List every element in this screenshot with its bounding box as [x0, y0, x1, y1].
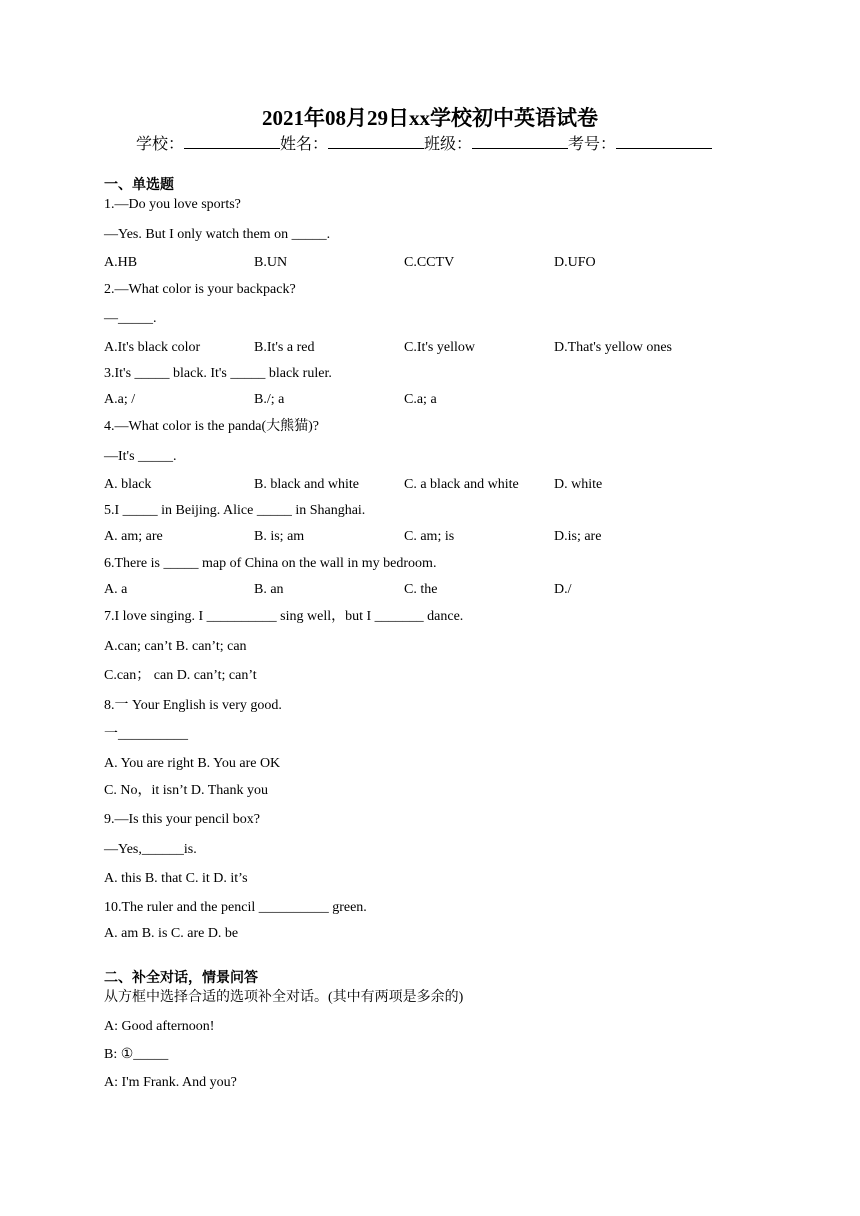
- question-9-line2: —Yes,______is.: [104, 842, 197, 857]
- question-6-option-d[interactable]: D./: [554, 582, 572, 597]
- question-7-options-row1[interactable]: A.can; can’t B. can’t; can: [104, 639, 247, 654]
- student-info-line: [136, 134, 712, 156]
- question-1-option-d[interactable]: D.UFO: [554, 255, 596, 270]
- question-5-option-d[interactable]: D.is; are: [554, 529, 602, 544]
- question-2-option-d[interactable]: D.That's yellow ones: [554, 340, 673, 355]
- dialogue-instruction: 从方框中选择合适的选项补全对话。(其中有两项是多余的): [104, 990, 464, 1005]
- question-7-options-row2[interactable]: C.can； can D. can’t; can’t: [104, 668, 257, 683]
- class-blank[interactable]: [472, 134, 568, 149]
- section-title-single-choice: 一、单选题: [104, 178, 174, 193]
- name-blank[interactable]: [328, 134, 424, 149]
- question-10-options-row1[interactable]: A. am B. is C. are D. be: [104, 926, 239, 941]
- question-2-option-a[interactable]: A.It's black color: [104, 340, 201, 355]
- question-3-stem: 3.It's _____ black. It's _____ black ruler.: [104, 366, 332, 381]
- question-5-option-b[interactable]: B. is; am: [254, 529, 305, 544]
- question-3-option-a[interactable]: A.a; /: [104, 392, 136, 407]
- question-3-option-c[interactable]: C.a; a: [404, 392, 437, 407]
- question-2-option-b[interactable]: B.It's a red: [254, 340, 315, 355]
- question-7-stem: 7.I love singing. I __________ sing well，but I _______ dance.: [104, 609, 464, 624]
- question-6-option-c[interactable]: C. the: [404, 582, 438, 597]
- question-1-line2: —Yes. But I only watch them on _____.: [104, 227, 331, 242]
- exam-title: 2021年08月29日xx学校初中英语试卷: [262, 106, 598, 130]
- question-4-stem: 4.—What color is the panda(大熊猫)?: [104, 419, 319, 434]
- question-4-option-a[interactable]: A. black: [104, 477, 152, 492]
- class-label: 班级：: [424, 136, 473, 153]
- question-1-option-b[interactable]: B.UN: [254, 255, 288, 270]
- question-2-line2: —_____.: [104, 311, 157, 326]
- question-6-stem: 6.There is _____ map of China on the wall in my bedroom.: [104, 556, 437, 571]
- question-2-stem: 2.—What color is your backpack?: [104, 282, 296, 297]
- question-1-option-c[interactable]: C.CCTV: [404, 255, 455, 270]
- question-9-stem: 9.—Is this your pencil box?: [104, 812, 260, 827]
- question-3-option-b[interactable]: B./; a: [254, 392, 285, 407]
- question-2-option-c[interactable]: C.It's yellow: [404, 340, 475, 355]
- question-8-options-row2[interactable]: C. No，it isn’t D. Thank you: [104, 783, 268, 798]
- dialogue-line-3: A: I'm Frank. And you?: [104, 1075, 237, 1090]
- question-5-option-c[interactable]: C. am; is: [404, 529, 455, 544]
- question-4-option-c[interactable]: C. a black and white: [404, 477, 519, 492]
- number-blank[interactable]: [616, 134, 712, 149]
- question-6-option-a[interactable]: A. a: [104, 582, 128, 597]
- question-6-option-b[interactable]: B. an: [254, 582, 284, 597]
- question-10-stem: 10.The ruler and the pencil __________ green.: [104, 900, 367, 915]
- question-8-options-row1[interactable]: A. You are right B. You are OK: [104, 756, 281, 771]
- question-8-stem: 8.一 Your English is very good.: [104, 698, 282, 713]
- name-label: 姓名：: [280, 136, 329, 153]
- school-blank[interactable]: [184, 134, 280, 149]
- dialogue-line-2: B: ①_____: [104, 1047, 169, 1062]
- question-4-option-d[interactable]: D. white: [554, 477, 603, 492]
- question-4-line2: —It's _____.: [104, 449, 177, 464]
- question-5-option-a[interactable]: A. am; are: [104, 529, 163, 544]
- question-1-stem: 1.—Do you love sports?: [104, 197, 241, 212]
- question-1-option-a[interactable]: A.HB: [104, 255, 138, 270]
- section-title-dialogue: 二、补全对话，情景问答: [104, 971, 258, 986]
- dialogue-line-1: A: Good afternoon!: [104, 1019, 215, 1034]
- question-4-option-b[interactable]: B. black and white: [254, 477, 359, 492]
- question-9-options-row1[interactable]: A. this B. that C. it D. it’s: [104, 871, 248, 886]
- question-8-line2: 一__________: [104, 727, 188, 742]
- number-label: 考号：: [568, 136, 617, 153]
- school-label: 学校：: [136, 136, 185, 153]
- question-5-stem: 5.I _____ in Beijing. Alice _____ in Shanghai.: [104, 503, 366, 518]
